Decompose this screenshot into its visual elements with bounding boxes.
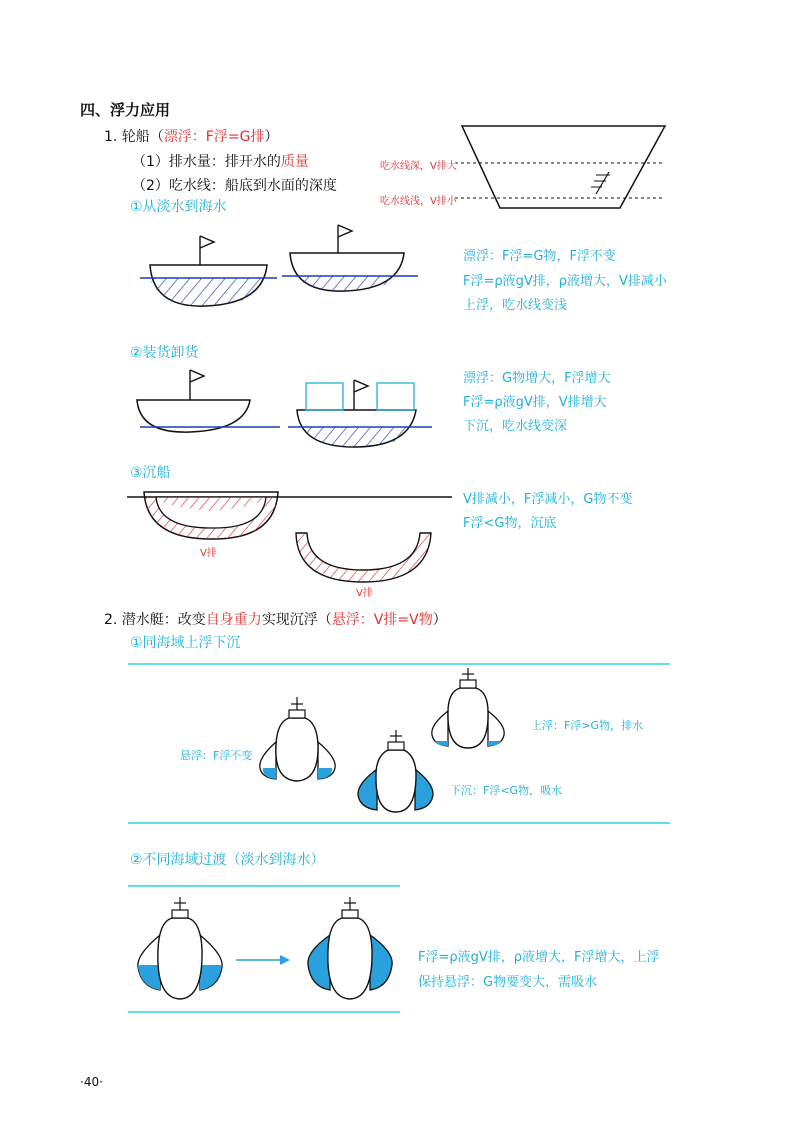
- submarine-sea-water: [308, 897, 392, 999]
- ship-case1-note-3: 上浮，吃水线变浅: [463, 298, 568, 313]
- submarine-heading-keyword: 自身重力: [205, 612, 262, 628]
- ship-case3-note-1: V排减小，F浮减小，G物不变: [463, 492, 633, 507]
- ship-item-2: （2）吃水线：船底到水面的深度: [132, 178, 337, 194]
- ship-case1-note-2: F浮=ρ液gV排，ρ液增大，V排减小: [463, 274, 667, 289]
- ship-case3-title: ③沉船: [130, 465, 171, 481]
- section-title: 四、浮力应用: [80, 101, 171, 119]
- ship-case2-note-3: 下沉，吃水线变深: [463, 419, 568, 434]
- ship-item-1-prefix: （1）排水量：排开水的: [132, 154, 281, 170]
- ship-case2-note-1: 漂浮：G物增大，F浮增大: [463, 371, 611, 386]
- submarine-heading-prefix: 2. 潜水艇：改变: [104, 612, 206, 628]
- submarine-sink-label: 下沉：F浮<G物，吸水: [450, 784, 563, 797]
- ship-heading-formula: 漂浮：F浮=G排: [163, 129, 265, 145]
- submarine-heading-formula: 悬浮：V排=V物: [331, 612, 433, 628]
- submarine-rise: [432, 668, 504, 748]
- submarine-case2-title: ②不同海域过渡（淡水到海水）: [130, 852, 325, 868]
- ship-heading-paren-open: （: [149, 129, 164, 145]
- submarine-case2-note-1: F浮=ρ液gV排，ρ液增大，F浮增大，上浮: [418, 950, 660, 965]
- boat-sea-water: [282, 225, 418, 291]
- submarine-sink: [358, 730, 433, 812]
- submarine-fresh-water: [138, 897, 222, 999]
- boat-empty: [137, 370, 280, 432]
- sunk-ship-bottom: [296, 533, 431, 582]
- ship-case3-note-2: F浮<G物，沉底: [463, 516, 557, 531]
- ship-heading: [104, 126, 278, 146]
- boat-fresh-water: [140, 236, 277, 306]
- sinking-ship-surface: [127, 492, 452, 539]
- waterline-deep-label: 吃水线深，V排大: [380, 161, 457, 172]
- submarine-heading-mid: 实现沉浮（: [261, 612, 332, 628]
- submarine-suspend: [260, 697, 335, 781]
- submarine-case2-note-2: 保持悬浮：G物要变大，需吸水: [418, 975, 598, 990]
- ship-case1-title: ①从淡水到海水: [130, 199, 227, 215]
- ship-item-1: [132, 151, 309, 171]
- ship-item-1-keyword: 质量: [280, 154, 309, 170]
- submarine-heading: [104, 609, 447, 629]
- ship-case2-note-2: F浮=ρ液gV排，V排增大: [463, 395, 607, 410]
- boat-loaded: [288, 380, 432, 447]
- submarine-heading-close: ）: [432, 612, 447, 628]
- ship-heading-paren-close: ）: [264, 129, 279, 145]
- ship-case2-title: ②装货卸货: [130, 345, 199, 361]
- submarine-case1-title: ①同海域上浮下沉: [130, 635, 241, 651]
- sinking-v-label: V排: [200, 548, 217, 559]
- transition-arrow: [236, 955, 290, 965]
- ship-case1-note-1: 漂浮：F浮=G物，F浮不变: [463, 249, 616, 264]
- page-number: ·40·: [80, 1075, 103, 1089]
- ship-heading-num: 1. 轮船: [104, 129, 150, 145]
- ship-cross-section: [455, 126, 665, 208]
- submarine-rise-label: 上浮：F浮>G物，排水: [531, 719, 644, 732]
- submarine-suspend-label: 悬浮：F浮不变: [180, 749, 253, 762]
- sunk-v-label: V排: [356, 588, 373, 599]
- waterline-shallow-label: 吃水线浅，V排小: [380, 196, 457, 207]
